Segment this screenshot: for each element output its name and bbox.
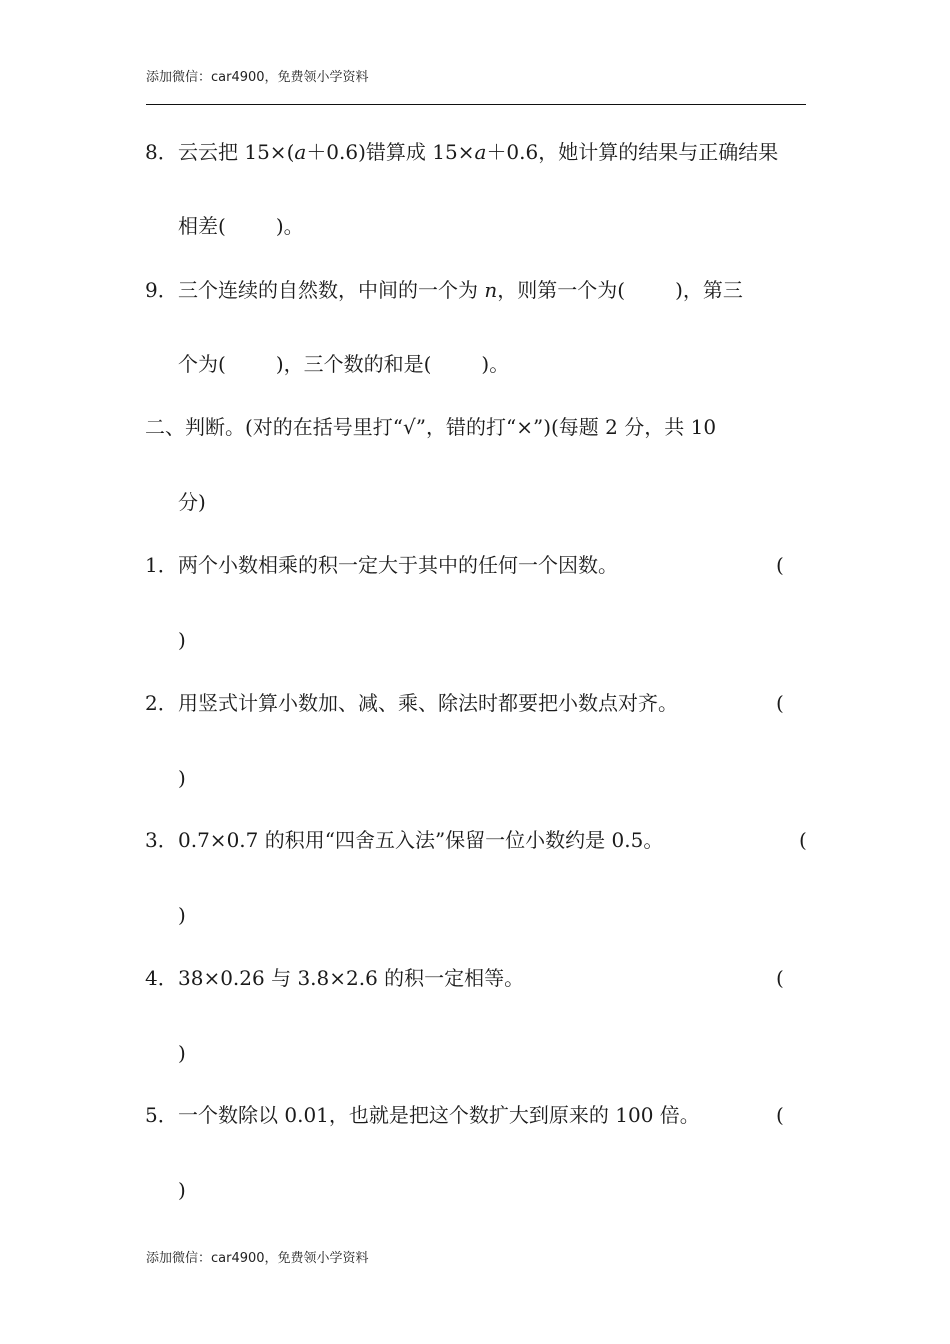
question-number: 8． bbox=[145, 140, 178, 164]
header-divider bbox=[146, 104, 806, 105]
page-footer: 添加微信：car4900，免费领小学资料 bbox=[146, 1251, 369, 1266]
section-heading-continued: 分) bbox=[178, 490, 206, 514]
answer-paren-close: ) bbox=[178, 1178, 186, 1202]
question-text-continued: 个为( )，三个数的和是( )。 bbox=[178, 352, 510, 376]
judgment-text: 一个数除以 0.01，也就是把这个数扩大到原来的 100 倍。 bbox=[178, 1103, 700, 1127]
answer-paren-open[interactable]: ( bbox=[799, 828, 807, 852]
answer-paren-close: ) bbox=[178, 1041, 186, 1065]
answer-paren-open[interactable]: ( bbox=[776, 1103, 784, 1127]
answer-paren-close: ) bbox=[178, 628, 186, 652]
answer-paren-open[interactable]: ( bbox=[776, 966, 784, 990]
question-number: 2． bbox=[145, 691, 178, 715]
judgment-text: 用竖式计算小数加、减、乘、除法时都要把小数点对齐。 bbox=[178, 691, 678, 715]
answer-paren-close: ) bbox=[178, 766, 186, 790]
answer-paren-close: ) bbox=[178, 903, 186, 927]
question-number: 3． bbox=[145, 828, 178, 852]
question-number: 9． bbox=[145, 278, 178, 302]
question-text-continued: 相差( )。 bbox=[178, 214, 304, 238]
page-header: 添加微信：car4900，免费领小学资料 bbox=[146, 70, 369, 85]
question-text: 云云把 15×(a＋0.6)错算成 15×a＋0.6，她计算的结果与正确结果 bbox=[178, 140, 779, 164]
question-number: 1． bbox=[145, 553, 178, 577]
judgment-text: 38×0.26 与 3.8×2.6 的积一定相等。 bbox=[178, 966, 525, 990]
question-number: 5． bbox=[145, 1103, 178, 1127]
question-text: 三个连续的自然数，中间的一个为 n，则第一个为( )，第三 bbox=[178, 278, 743, 302]
answer-paren-open[interactable]: ( bbox=[776, 691, 784, 715]
judgment-text: 两个小数相乘的积一定大于其中的任何一个因数。 bbox=[178, 553, 618, 577]
judgment-text: 0.7×0.7 的积用“四舍五入法”保留一位小数约是 0.5。 bbox=[178, 828, 664, 852]
answer-paren-open[interactable]: ( bbox=[776, 553, 784, 577]
question-number: 4． bbox=[145, 966, 178, 990]
section-heading: 二、判断。(对的在括号里打“√”，错的打“×”)(每题 2 分，共 10 bbox=[145, 415, 717, 439]
